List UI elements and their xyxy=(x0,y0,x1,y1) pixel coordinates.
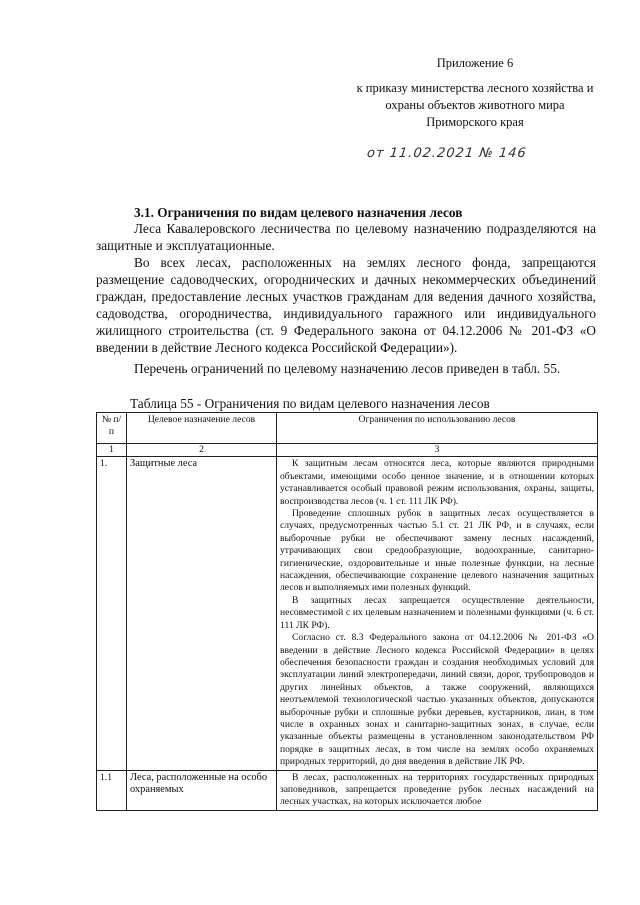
row-number: 1. xyxy=(97,457,127,770)
column-number: 2 xyxy=(127,444,277,457)
column-number: 1 xyxy=(97,444,127,457)
row-purpose: Леса, расположенные на особо охраняемых xyxy=(127,770,277,810)
column-number: 3 xyxy=(277,444,598,457)
table-header-row xyxy=(97,413,598,444)
row-number: 1.1 xyxy=(97,770,127,810)
table-row xyxy=(97,770,598,810)
header-number: № п/п xyxy=(97,413,127,444)
table-caption: Таблица 55 - Ограничения по видам целевого назначения лесов xyxy=(130,396,490,411)
paragraph-3: Перечень ограничений по целевому назначению лесов приведен в табл. 55. xyxy=(134,361,561,376)
appendix-line-1: к приказу министерства лесного хозяйства и xyxy=(356,81,594,95)
row-restrictions xyxy=(277,770,598,810)
restriction-paragraph: В лесах, расположенных на территориях государственных природных заповедников, запрещается проведение рубок лесных насаждений на лесных участках, на которых исключается любое xyxy=(280,771,594,808)
restriction-paragraph: Проведение сплошных рубок в защитных лесах осуществляется в случаях, предусмотренных частью 5.1 ст. 21 ЛК РФ, и в случаях, если выборочные рубки не обеспечивают замену лесных насаждений, утрачивающих свои средообразующие, водоохранные, санитарно-гигиенические, оздоровительные и иные полезные функции, на лесные насаждения, обеспечивающие сохранение целевого назначения защитных лесов и выполняемых ими полезных функций. xyxy=(280,508,594,594)
appendix-line-3: Приморского края xyxy=(426,115,524,129)
restriction-paragraph: К защитным лесам относятся леса, которые являются природными объектами, имеющими особо ценное значение, и в отношении которых устанавливается особый правовой режим использования, охраны, защиты, воспроизводства лесов (ч. 1 ст. 111 ЛК РФ). xyxy=(280,458,594,507)
header-restrictions: Ограничения по использованию лесов xyxy=(277,413,598,444)
restriction-paragraph: В защитных лесах запрещается осуществление деятельности, несовместимой с их целевым назначением и полезными функциями (ч. 6 ст. 111 ЛК РФ). xyxy=(280,594,594,631)
section-heading: 3.1. Ограничения по видам целевого назначения лесов xyxy=(134,205,463,220)
handwritten-date-number: от 11.02.2021 № 146 xyxy=(366,146,528,161)
column-number-row xyxy=(97,444,598,457)
row-purpose: Защитные леса xyxy=(127,457,277,770)
appendix-line-2: охраны объектов животного мира xyxy=(385,98,565,112)
header-purpose: Целевое назначение лесов xyxy=(127,413,277,444)
paragraph-1: Леса Кавалеровского лесничества по целевому назначению подразделяются на защитные и эксплуатационные. xyxy=(96,221,596,253)
table-row xyxy=(97,457,598,770)
row-restrictions xyxy=(277,457,598,770)
restrictions-table xyxy=(96,412,598,811)
appendix-title: Приложение 6 xyxy=(436,56,514,70)
restriction-paragraph: Согласно ст. 8.3 Федерального закона от 04.12.2006 № 201-ФЗ «О введении в действие Лесного кодекса Российской Федерации» в целях обеспечения безопасности граждан и создания необходимых условий для эксплуатации линий электропередачи, линий связи, дорог, трубопроводов и других линейных объектов, а также сооружений, являющихся неотъемлемой технологической частью указанных объектов, допускаются выборочные рубки и сплошные рубки деревьев, кустарников, лиан, в том числе в охранных зонах и санитарно-защитных зонах, в случае, если указанные объекты размещены в установленном законодательством РФ порядке в защитных лесах, в том числе на землях особо охраняемых природных территорий, до дня введения в действие ЛК РФ. xyxy=(280,632,594,768)
paragraph-2: Во всех лесах, расположенных на землях лесного фонда, запрещаются размещение садоводческих, огороднических и дачных некоммерческих объединений граждан, предоставление лесных участков гражданам для ведения дачного хозяйства, садоводства, огородничества, индивидуального гаражного или индивидуального жилищного строительства (ст. 9 Федерального закона от 04.12.2006 № 201-ФЗ «О введении в действие Лесного кодекса Российской Федерации»). xyxy=(96,255,596,355)
